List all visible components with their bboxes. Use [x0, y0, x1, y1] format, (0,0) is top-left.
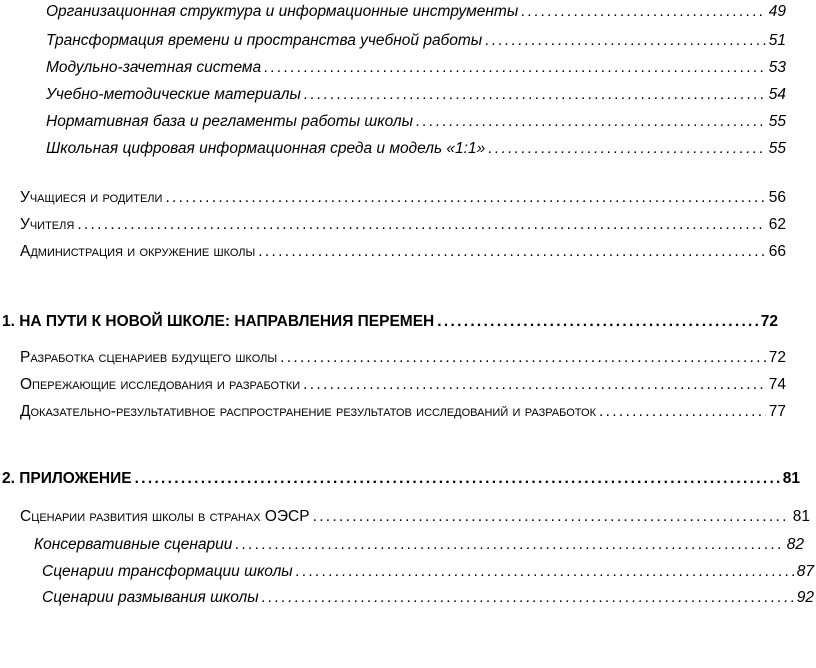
toc-entry-title: 2. ПРИЛОЖЕНИЕ: [2, 470, 132, 487]
toc-entry-title: Опережающие исследования и разработки: [20, 376, 301, 393]
dot-leader: [303, 375, 766, 395]
toc-entry-page: 51: [768, 32, 786, 49]
dot-leader: [599, 402, 766, 422]
toc-entry[interactable]: [20, 375, 786, 395]
toc-entry-title: Организационная структура и информационные инструменты: [46, 3, 519, 20]
dot-leader: [135, 469, 780, 489]
toc-entry-page: 92: [796, 589, 814, 606]
dot-leader: [437, 312, 758, 332]
dot-leader: [296, 562, 794, 582]
dot-leader: [488, 139, 766, 159]
toc-entry-page: 66: [768, 243, 786, 260]
toc-entry-title: Учителя: [20, 216, 75, 233]
toc-entry[interactable]: [20, 215, 786, 235]
toc-entry-page: 77: [768, 403, 786, 420]
toc-entry-title: Модульно-зачетная система: [46, 59, 262, 76]
toc-entry[interactable]: [42, 562, 814, 582]
toc-entry[interactable]: [20, 188, 786, 208]
toc-entry[interactable]: [20, 402, 786, 422]
toc-entry[interactable]: [34, 535, 804, 555]
dot-leader: [313, 507, 790, 527]
toc-entry-page: 54: [768, 86, 786, 103]
toc-entry-title: Школьная цифровая информационная среда и модель «1:1»: [46, 140, 486, 157]
toc-entry[interactable]: [46, 112, 786, 132]
dot-leader: [77, 215, 765, 235]
toc-entry-title: Сценарии развития школы в странах ОЭСР: [20, 508, 310, 525]
toc-section-heading[interactable]: [2, 469, 800, 489]
toc-entry-page: 81: [792, 508, 810, 525]
dot-leader: [235, 535, 783, 555]
toc-entry[interactable]: [46, 139, 786, 159]
toc-entry[interactable]: [46, 31, 786, 51]
toc-entry-title: Нормативная база и регламенты работы школы: [46, 113, 414, 130]
toc-entry-title: 1. НА ПУТИ К НОВОЙ ШКОЛЕ: НАПРАВЛЕНИЯ ПЕРЕМЕН: [2, 313, 435, 330]
dot-leader: [304, 85, 766, 105]
dot-leader: [416, 112, 766, 132]
toc-entry-page: 87: [796, 563, 814, 580]
dot-leader: [262, 588, 794, 608]
dot-leader: [485, 31, 766, 51]
toc-entry[interactable]: [46, 85, 786, 105]
toc-entry-title: Сценарии размывания школы: [42, 589, 259, 606]
toc-entry-page: 55: [768, 140, 786, 157]
toc-entry[interactable]: [20, 242, 786, 262]
toc-entry[interactable]: [20, 507, 810, 527]
toc-entry[interactable]: [42, 588, 814, 608]
dot-leader: [280, 348, 766, 368]
toc-entry-page: 62: [768, 216, 786, 233]
toc-entry-title: Трансформация времени и пространства учебной работы: [46, 32, 483, 49]
toc-entry-title: Сценарии трансформации школы: [42, 563, 293, 580]
toc-section-heading[interactable]: [2, 312, 778, 332]
toc-entry[interactable]: [46, 58, 786, 78]
toc-entry-page: 72: [768, 349, 786, 366]
toc-entry-title: Консервативные сценарии: [34, 536, 233, 553]
toc-entry-page: 56: [768, 189, 786, 206]
toc-entry-page: 49: [768, 3, 786, 20]
toc-entry-page: 72: [760, 313, 778, 330]
toc-entry-title: Учащиеся и родители: [20, 189, 163, 206]
toc-entry-title: Администрация и окружение школы: [20, 243, 256, 260]
toc-entry-title: Разработка сценариев будущего школы: [20, 349, 278, 366]
toc-entry-page: 82: [786, 536, 804, 553]
toc-entry-title: Учебно-методические материалы: [46, 86, 301, 103]
dot-leader: [258, 242, 766, 262]
dot-leader: [521, 2, 766, 22]
toc-entry-title: Доказательно-результативное распространение результатов исследований и разработок: [20, 403, 596, 420]
toc-entry[interactable]: [20, 348, 786, 368]
toc-entry-page: 81: [782, 470, 800, 487]
dot-leader: [165, 188, 765, 208]
dot-leader: [264, 58, 766, 78]
toc-entry[interactable]: [46, 2, 786, 22]
toc-entry-page: 53: [768, 59, 786, 76]
toc-entry-page: 74: [768, 376, 786, 393]
toc-entry-page: 55: [768, 113, 786, 130]
